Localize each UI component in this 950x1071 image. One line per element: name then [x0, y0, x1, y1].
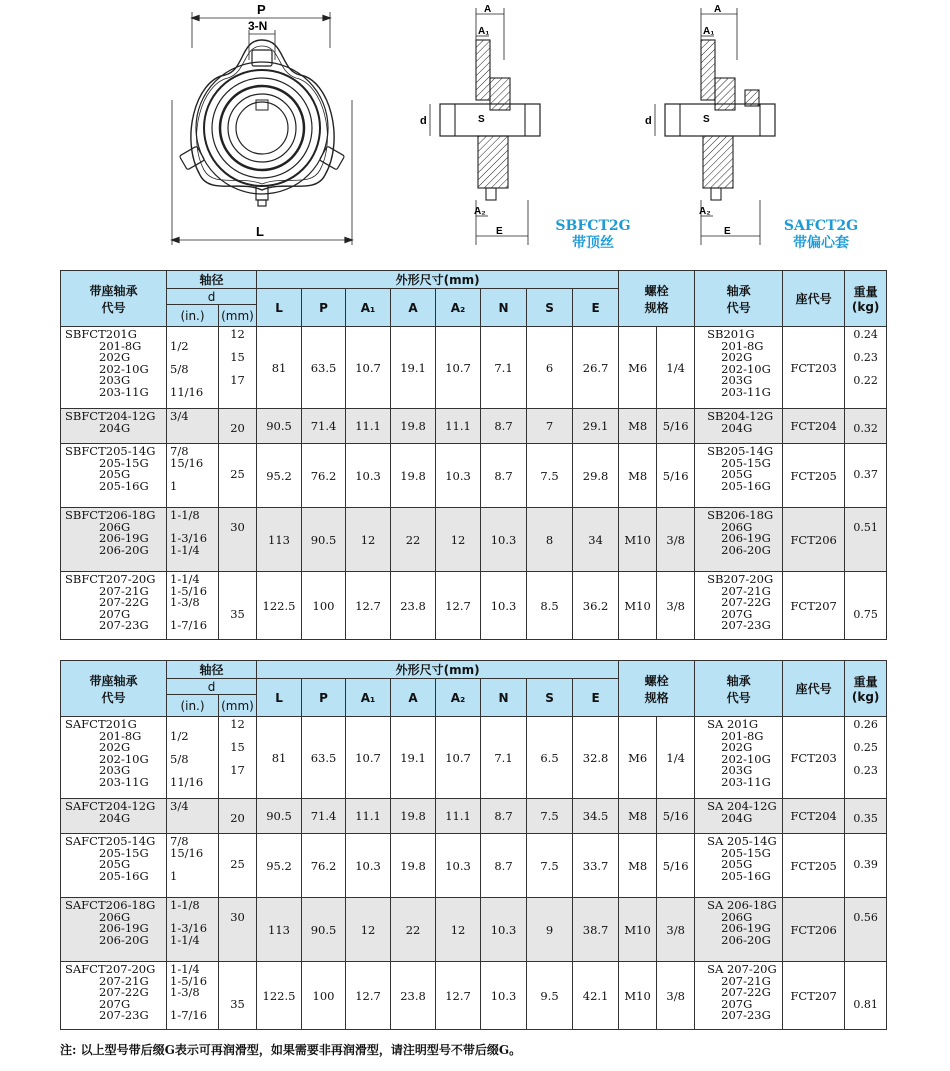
cell-p: 63.5: [302, 717, 346, 799]
cell-inch: 7/8 15/16 1: [167, 834, 219, 898]
header-model: 带座轴承 代号: [61, 661, 167, 717]
cell-bolt: M10: [619, 572, 657, 640]
cell-a1: 12: [346, 898, 391, 962]
header-weight: 重量 (kg): [845, 271, 887, 327]
cell-a1: 12.7: [346, 962, 391, 1030]
cell-inch: 1-1/8 1-3/16 1-1/4: [167, 508, 219, 572]
cell-housing: FCT203: [783, 327, 845, 409]
header-a: A: [391, 679, 436, 717]
side2-e-label: E: [724, 226, 731, 237]
cell-weight: 0.56: [845, 898, 887, 962]
cell-mm: 35: [219, 962, 257, 1030]
cell-model: SBFCT205-14G 205-15G 205G 205-16G: [61, 444, 167, 508]
cell-bolt: M6: [619, 327, 657, 409]
cell-a: 19.8: [391, 834, 436, 898]
safct-table-body: [61, 717, 887, 1030]
cell-inch: 1-1/4 1-5/16 1-3/8 1-7/16: [167, 572, 219, 640]
header-shaft: 轴径: [167, 661, 257, 679]
cell-bolt-inch: 5/16: [657, 409, 695, 444]
cell-a1: 11.1: [346, 799, 391, 834]
cell-bolt: M10: [619, 962, 657, 1030]
header-a2: A₂: [436, 289, 481, 327]
cell-p: 100: [302, 572, 346, 640]
cell-mm: 30: [219, 898, 257, 962]
cell-e: 33.7: [573, 834, 619, 898]
cell-e: 32.8: [573, 717, 619, 799]
cell-e: 34: [573, 508, 619, 572]
cell-s: 7.5: [527, 444, 573, 508]
header-weight: 重量 (kg): [845, 661, 887, 717]
cell-weight: 0.32: [845, 409, 887, 444]
header-n: N: [481, 679, 527, 717]
side1-s-label: S: [478, 114, 485, 125]
cell-a: 19.8: [391, 444, 436, 508]
cell-n: 8.7: [481, 799, 527, 834]
caption-sbfct2g: [548, 218, 638, 252]
cell-bearing: SB201G 201-8G 202G 202-10G 203G 203-11G: [695, 327, 783, 409]
cell-model: SAFCT201G 201-8G 202G 202-10G 203G 203-11G: [61, 717, 167, 799]
cell-a2: 10.3: [436, 444, 481, 508]
front-view-drawing: [172, 12, 352, 245]
cell-l: 90.5: [257, 799, 302, 834]
side2-a-label: A: [714, 4, 722, 15]
cell-bearing: SB205-14G 205-15G 205G 205-16G: [695, 444, 783, 508]
cell-model: SBFCT206-18G 206G 206-19G 206-20G: [61, 508, 167, 572]
caption-sbfct2g-desc: 带顶丝: [572, 235, 614, 251]
cell-p: 100: [302, 962, 346, 1030]
cell-housing: FCT205: [783, 834, 845, 898]
cell-n: 10.3: [481, 508, 527, 572]
cell-l: 113: [257, 898, 302, 962]
cell-e: 42.1: [573, 962, 619, 1030]
footnote: 注: 以上型号带后缀G表示可再润滑型，如果需要非再润滑型，请注明型号不带后缀G。: [60, 1043, 522, 1057]
table-row: [61, 962, 887, 1030]
cell-a2: 11.1: [436, 799, 481, 834]
side-view-safct-drawing: [655, 8, 775, 245]
cell-bearing: SB206-18G 206G 206-19G 206-20G: [695, 508, 783, 572]
table-row: [61, 572, 887, 640]
cell-housing: FCT205: [783, 444, 845, 508]
cell-model: SAFCT204-12G 204G: [61, 799, 167, 834]
cell-n: 10.3: [481, 898, 527, 962]
cell-a: 22: [391, 508, 436, 572]
cell-a2: 10.3: [436, 834, 481, 898]
cell-mm: 30: [219, 508, 257, 572]
header-mm: (mm): [219, 305, 257, 327]
cell-bolt: M8: [619, 409, 657, 444]
cell-a: 19.8: [391, 799, 436, 834]
cell-n: 8.7: [481, 409, 527, 444]
cell-bolt-inch: 1/4: [657, 327, 695, 409]
table-row: [61, 717, 887, 799]
side1-e-label: E: [496, 226, 503, 237]
cell-weight: 0.26 0.25 0.23: [845, 717, 887, 799]
cell-a2: 10.7: [436, 717, 481, 799]
cell-e: 36.2: [573, 572, 619, 640]
cell-bearing: SB207-20G 207-21G 207-22G 207G 207-23G: [695, 572, 783, 640]
cell-a: 22: [391, 898, 436, 962]
side2-a2-label: A₂: [699, 206, 711, 217]
header-housing: 座代号: [783, 661, 845, 717]
header-e: E: [573, 679, 619, 717]
cell-a2: 12.7: [436, 962, 481, 1030]
cell-n: 7.1: [481, 717, 527, 799]
cell-housing: FCT204: [783, 799, 845, 834]
header-mm: (mm): [219, 695, 257, 717]
cell-s: 6: [527, 327, 573, 409]
cell-a: 23.8: [391, 962, 436, 1030]
cell-l: 95.2: [257, 444, 302, 508]
cell-a1: 11.1: [346, 409, 391, 444]
cell-e: 38.7: [573, 898, 619, 962]
cell-bolt: M10: [619, 508, 657, 572]
cell-p: 76.2: [302, 834, 346, 898]
dim-l-label: L: [256, 224, 264, 239]
cell-p: 90.5: [302, 508, 346, 572]
cell-model: SBFCT204-12G 204G: [61, 409, 167, 444]
table-row: [61, 834, 887, 898]
table-row: [61, 508, 887, 572]
side1-a2-label: A₂: [474, 206, 486, 217]
cell-s: 7.5: [527, 799, 573, 834]
cell-housing: FCT207: [783, 572, 845, 640]
header-a1: A₁: [346, 289, 391, 327]
cell-e: 29.1: [573, 409, 619, 444]
header-d: d: [167, 289, 257, 305]
cell-mm: 20: [219, 409, 257, 444]
caption-safct2g: [776, 218, 866, 252]
cell-e: 26.7: [573, 327, 619, 409]
cell-bolt-inch: 3/8: [657, 572, 695, 640]
cell-inch: 1/2 5/8 11/16: [167, 717, 219, 799]
cell-a1: 10.3: [346, 834, 391, 898]
cell-weight: 0.35: [845, 799, 887, 834]
cell-weight: 0.75: [845, 572, 887, 640]
side1-d-label: d: [420, 115, 427, 127]
cell-s: 9: [527, 898, 573, 962]
side2-s-label: S: [703, 114, 710, 125]
table-row: [61, 898, 887, 962]
cell-a1: 12.7: [346, 572, 391, 640]
cell-mm: 12 15 17: [219, 717, 257, 799]
cell-bolt: M8: [619, 799, 657, 834]
dim-p-label: P: [257, 2, 266, 17]
cell-housing: FCT206: [783, 898, 845, 962]
cell-model: SAFCT206-18G 206G 206-19G 206-20G: [61, 898, 167, 962]
cell-a2: 12: [436, 898, 481, 962]
cell-bearing: SA 207-20G 207-21G 207-22G 207G 207-23G: [695, 962, 783, 1030]
cell-p: 76.2: [302, 444, 346, 508]
cell-model: SAFCT205-14G 205-15G 205G 205-16G: [61, 834, 167, 898]
cell-n: 7.1: [481, 327, 527, 409]
header-l: L: [257, 289, 302, 327]
header-n: N: [481, 289, 527, 327]
cell-bolt-inch: 5/16: [657, 799, 695, 834]
cell-l: 122.5: [257, 962, 302, 1030]
dim-n-label: 3-N: [248, 19, 268, 33]
cell-a1: 10.7: [346, 327, 391, 409]
cell-l: 81: [257, 717, 302, 799]
cell-a: 19.8: [391, 409, 436, 444]
table-row: [61, 799, 887, 834]
side1-a1-label: A₁: [478, 26, 490, 37]
header-s: S: [527, 289, 573, 327]
side1-a-label: A: [484, 4, 492, 15]
cell-housing: FCT206: [783, 508, 845, 572]
header-model: 带座轴承 代号: [61, 271, 167, 327]
cell-model: SAFCT207-20G 207-21G 207-22G 207G 207-23G: [61, 962, 167, 1030]
cell-e: 29.8: [573, 444, 619, 508]
sbfct-spec-table: [60, 270, 887, 640]
sbfct-table-body: [61, 327, 887, 640]
header-housing: 座代号: [783, 271, 845, 327]
cell-a2: 12.7: [436, 572, 481, 640]
cell-l: 122.5: [257, 572, 302, 640]
cell-bearing: SA 201G 201-8G 202G 202-10G 203G 203-11G: [695, 717, 783, 799]
header-shaft: 轴径: [167, 271, 257, 289]
cell-weight: 0.39: [845, 834, 887, 898]
cell-s: 7: [527, 409, 573, 444]
cell-a: 19.1: [391, 327, 436, 409]
cell-l: 95.2: [257, 834, 302, 898]
caption-safct2g-desc: 带偏心套: [793, 235, 849, 251]
cell-p: 71.4: [302, 799, 346, 834]
cell-l: 81: [257, 327, 302, 409]
cell-mm: 25: [219, 444, 257, 508]
header-p: P: [302, 679, 346, 717]
cell-bolt: M8: [619, 444, 657, 508]
cell-inch: 1/2 5/8 11/16: [167, 327, 219, 409]
cell-bolt: M8: [619, 834, 657, 898]
cell-l: 90.5: [257, 409, 302, 444]
cell-bolt-inch: 5/16: [657, 444, 695, 508]
cell-mm: 12 15 17: [219, 327, 257, 409]
table-row: [61, 327, 887, 409]
cell-model: SBFCT201G 201-8G 202G 202-10G 203G 203-11G: [61, 327, 167, 409]
cell-housing: FCT207: [783, 962, 845, 1030]
cell-inch: 1-1/8 1-3/16 1-1/4: [167, 898, 219, 962]
cell-n: 10.3: [481, 572, 527, 640]
header-a: A: [391, 289, 436, 327]
cell-weight: 0.81: [845, 962, 887, 1030]
cell-bolt-inch: 3/8: [657, 962, 695, 1030]
table-row: [61, 409, 887, 444]
cell-s: 8.5: [527, 572, 573, 640]
cell-mm: 20: [219, 799, 257, 834]
cell-bolt: M10: [619, 898, 657, 962]
safct-spec-table: [60, 660, 887, 1030]
cell-a2: 12: [436, 508, 481, 572]
cell-s: 8: [527, 508, 573, 572]
side2-a1-label: A₁: [703, 26, 715, 37]
cell-p: 71.4: [302, 409, 346, 444]
header-bolt: 螺栓 规格: [619, 271, 695, 327]
header-d: d: [167, 679, 257, 695]
cell-inch: 7/8 15/16 1: [167, 444, 219, 508]
header-dims: 外形尺寸(mm): [257, 271, 619, 289]
cell-a1: 10.7: [346, 717, 391, 799]
table-row: [61, 444, 887, 508]
cell-a1: 10.3: [346, 444, 391, 508]
caption-safct2g-model: SAFCT2G: [783, 218, 859, 234]
cell-bolt-inch: 1/4: [657, 717, 695, 799]
cell-n: 8.7: [481, 444, 527, 508]
header-dims: 外形尺寸(mm): [257, 661, 619, 679]
cell-n: 8.7: [481, 834, 527, 898]
cell-mm: 25: [219, 834, 257, 898]
header-bolt: 螺栓 规格: [619, 661, 695, 717]
cell-inch: 3/4: [167, 409, 219, 444]
cell-a1: 12: [346, 508, 391, 572]
cell-s: 7.5: [527, 834, 573, 898]
cell-inch: 3/4: [167, 799, 219, 834]
header-inch: (in.): [167, 305, 219, 327]
cell-a2: 11.1: [436, 409, 481, 444]
header-bearing: 轴承 代号: [695, 271, 783, 327]
side2-d-label: d: [645, 115, 652, 127]
cell-bearing: SB204-12G 204G: [695, 409, 783, 444]
cell-weight: 0.37: [845, 444, 887, 508]
cell-weight: 0.51: [845, 508, 887, 572]
cell-bolt-inch: 3/8: [657, 508, 695, 572]
header-e: E: [573, 289, 619, 327]
cell-bolt: M6: [619, 717, 657, 799]
cell-bearing: SA 204-12G 204G: [695, 799, 783, 834]
header-p: P: [302, 289, 346, 327]
header-a2: A₂: [436, 679, 481, 717]
cell-housing: FCT204: [783, 409, 845, 444]
header-inch: (in.): [167, 695, 219, 717]
cell-e: 34.5: [573, 799, 619, 834]
cell-s: 6.5: [527, 717, 573, 799]
cell-p: 63.5: [302, 327, 346, 409]
cell-a: 23.8: [391, 572, 436, 640]
cell-bearing: SA 206-18G 206G 206-19G 206-20G: [695, 898, 783, 962]
cell-n: 10.3: [481, 962, 527, 1030]
header-l: L: [257, 679, 302, 717]
cell-weight: 0.24 0.23 0.22: [845, 327, 887, 409]
cell-housing: FCT203: [783, 717, 845, 799]
cell-l: 113: [257, 508, 302, 572]
cell-bolt-inch: 3/8: [657, 898, 695, 962]
cell-inch: 1-1/4 1-5/16 1-3/8 1-7/16: [167, 962, 219, 1030]
header-a1: A₁: [346, 679, 391, 717]
cell-bolt-inch: 5/16: [657, 834, 695, 898]
cell-p: 90.5: [302, 898, 346, 962]
header-s: S: [527, 679, 573, 717]
caption-sbfct2g-model: SBFCT2G: [555, 218, 631, 234]
cell-a: 19.1: [391, 717, 436, 799]
cell-s: 9.5: [527, 962, 573, 1030]
cell-a2: 10.7: [436, 327, 481, 409]
cell-bearing: SA 205-14G 205-15G 205G 205-16G: [695, 834, 783, 898]
cell-mm: 35: [219, 572, 257, 640]
header-bearing: 轴承 代号: [695, 661, 783, 717]
cell-model: SBFCT207-20G 207-21G 207-22G 207G 207-23G: [61, 572, 167, 640]
